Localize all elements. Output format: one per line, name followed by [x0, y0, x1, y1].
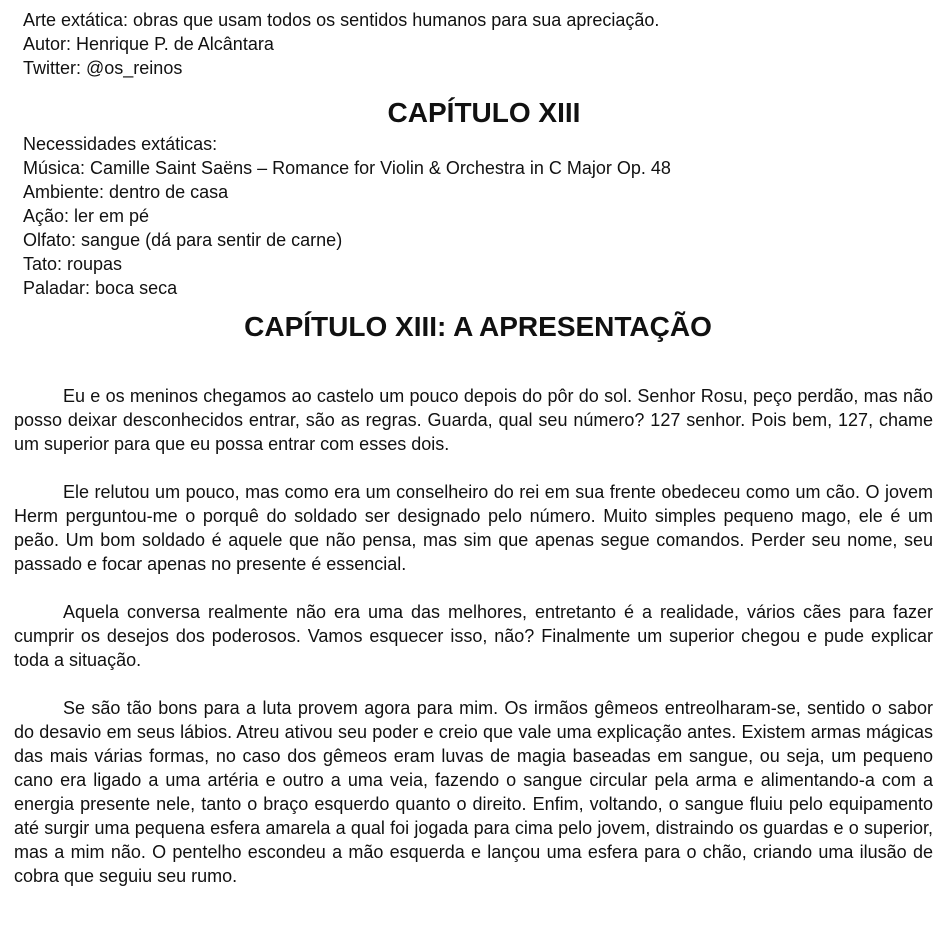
twitter-line: Twitter: @os_reinos: [23, 58, 183, 78]
paragraph: Ele relutou um pouco, mas como era um conselheiro do rei em sua frente obedeceu como um cão. O jovem Herm perguntou-me o porquê do soldado ser designado pelo número. Muito simples pequeno mago, ele é um peão. Um bom soldado é aquele que não pensa, mas sim que apenas segue comandos. Perder seu nome, seu passado e focar apenas no presente é essencial.: [14, 482, 933, 574]
chapter-full-title: CAPÍTULO XIII: A APRESENTAÇÃO: [244, 311, 712, 342]
author-line: Autor: Henrique P. de Alcântara: [23, 34, 274, 54]
needs-heading: Necessidades extáticas:: [23, 134, 218, 154]
needs-environment: Ambiente: dentro de casa: [23, 182, 229, 202]
ecstatic-needs-list: [23, 132, 923, 300]
description-line: Arte extática: obras que usam todos os sentidos humanos para sua apreciação.: [23, 10, 660, 30]
document-header: [23, 8, 923, 80]
story-body: [14, 384, 933, 912]
paragraph: Se são tão bons para a luta provem agora para mim. Os irmãos gêmeos entreolharam-se, sentido o sabor do desavio em seus lábios. Atreu ativou seu poder e creio que vale uma explicação antes. Existem armas mágicas das mais várias formas, no caso dos gêmeos eram luvas de magia baseadas em sangue, ou seja, um pequeno cano era ligado a uma artéria e outro a uma veia, fazendo o sangue circular pela arma e alimentando-a com a energia presente nele, tanto o braço esquerdo quanto o direito. Enfim, voltando, o sangue fluiu pelo equipamento até surgir uma pequena esfera amarela a qual foi jogada para cima pelo jovem, distraindo os guardas e o superior, mas a mim não. O pentelho escondeu a mão esquerda e lançou uma esfera para o chão, criando uma ilusão de cobra que seguiu seu rumo.: [14, 698, 933, 886]
needs-touch: Tato: roupas: [23, 254, 123, 274]
needs-action: Ação: ler em pé: [23, 206, 150, 226]
chapter-title: CAPÍTULO XIII: [387, 97, 581, 128]
paragraph: Eu e os meninos chegamos ao castelo um pouco depois do pôr do sol. Senhor Rosu, peço perdão, mas não posso deixar desconhecidos entrar, são as regras. Guarda, qual seu número? 127 senhor. Pois bem, 127, chame um superior para que eu possa entrar com esses dois.: [14, 386, 933, 454]
needs-smell: Olfato: sangue (dá para sentir de carne): [23, 230, 343, 250]
paragraph: Aquela conversa realmente não era uma das melhores, entretanto é a realidade, vários cães para fazer cumprir os desejos dos poderosos. Vamos esquecer isso, não? Finalmente um superior chegou e pude explicar toda a situação.: [14, 602, 933, 670]
needs-taste: Paladar: boca seca: [23, 278, 178, 298]
needs-music: Música: Camille Saint Saëns – Romance for Violin & Orchestra in C Major Op. 48: [23, 158, 671, 178]
